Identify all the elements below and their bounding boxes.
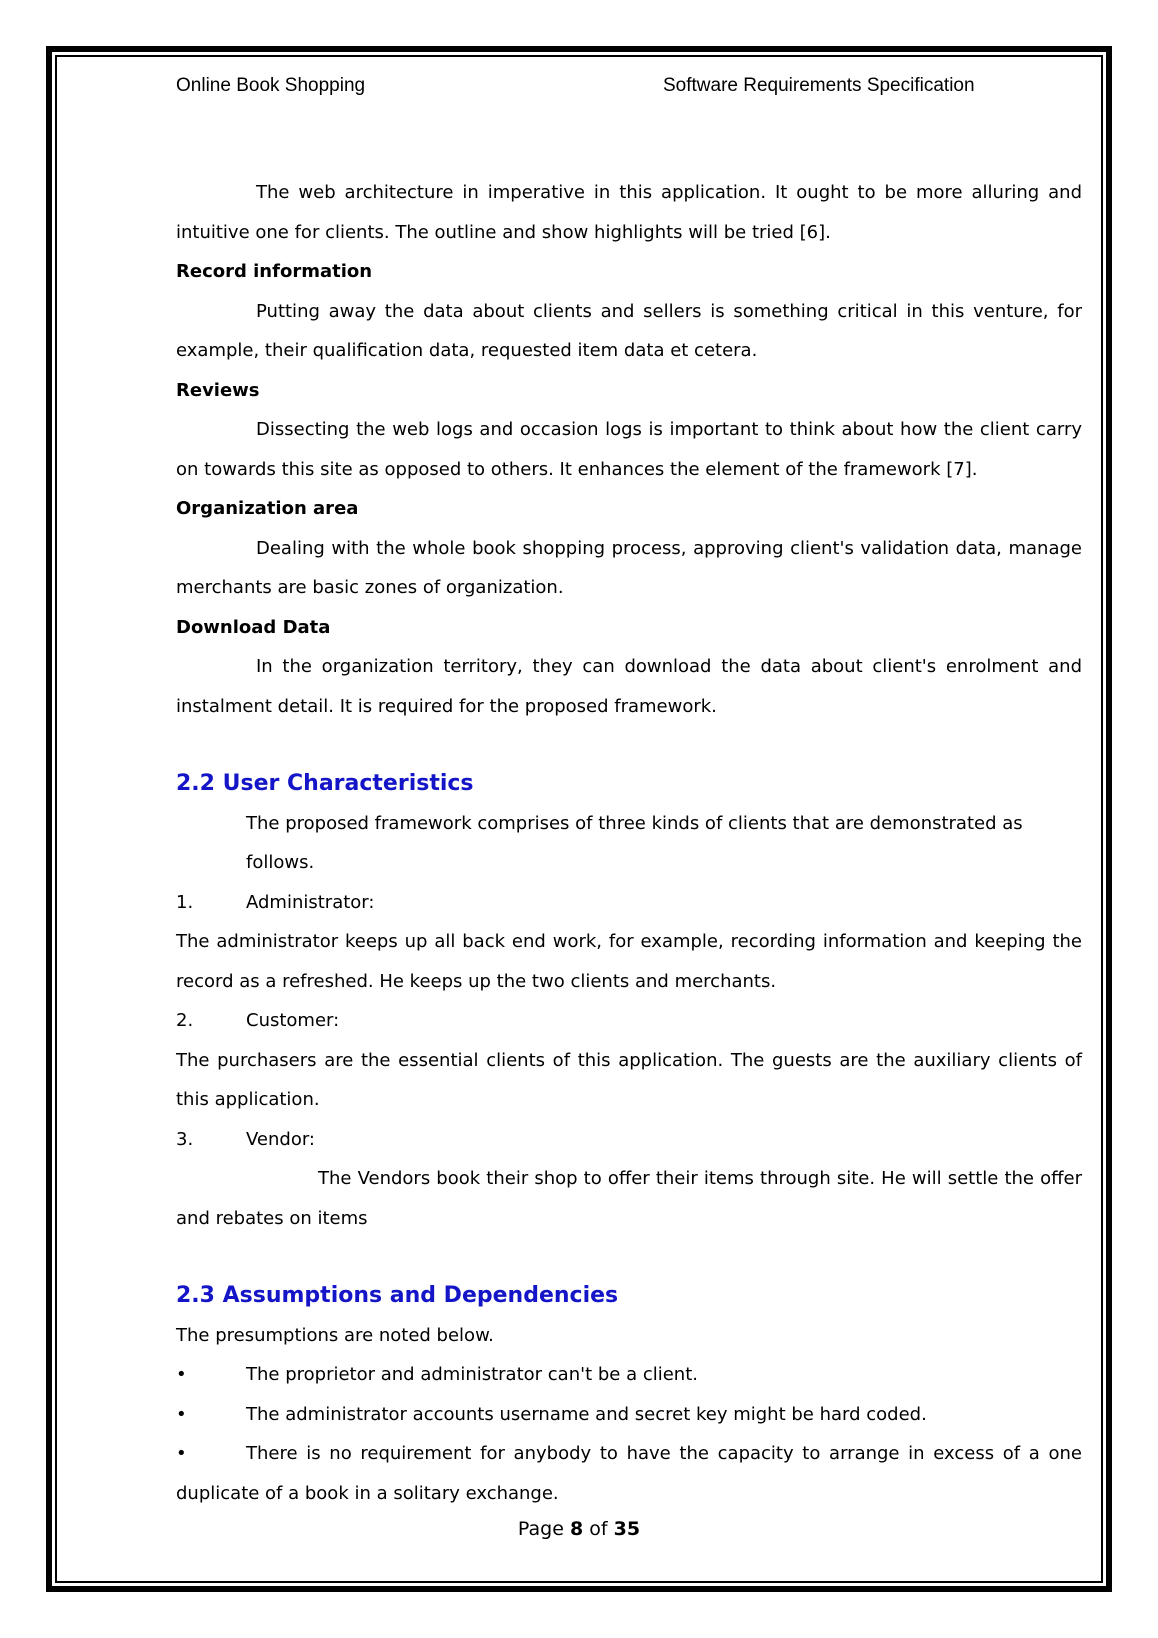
list-item-customer bbox=[176, 1001, 1082, 1041]
list-number: 3. bbox=[176, 1128, 194, 1150]
organization-area-heading: Organization area bbox=[176, 498, 359, 519]
download-data-heading: Download Data bbox=[176, 616, 331, 638]
list-label: Vendor: bbox=[246, 1128, 315, 1150]
bullet-text: The proprietor and administrator can't be a client. bbox=[246, 1364, 698, 1385]
vendor-description: The Vendors book their shop to offer their items through site. He will settle the offer and rebates on items bbox=[176, 1168, 1082, 1229]
list-label: Administrator: bbox=[246, 891, 375, 913]
web-architecture-paragraph: The web architecture in imperative in this application. It ought to be more alluring and intuitive one for clients. The outline and show highlights will be tried [6]. bbox=[176, 182, 1082, 243]
list-item bbox=[176, 1434, 1082, 1513]
list-number: 1. bbox=[176, 891, 194, 913]
bullet-icon: • bbox=[176, 1403, 187, 1425]
reviews-heading: Reviews bbox=[176, 379, 260, 401]
page-number: 8 bbox=[569, 1518, 584, 1540]
header-doc-title: Online Book Shopping bbox=[176, 75, 366, 96]
record-information-heading: Record information bbox=[176, 261, 373, 282]
user-characteristics-heading: 2.2 User Characteristics bbox=[176, 771, 474, 796]
list-number: 2. bbox=[176, 1010, 194, 1031]
bullet-icon: • bbox=[176, 1364, 187, 1385]
list-item-vendor bbox=[176, 1120, 1082, 1160]
bullet-icon: • bbox=[176, 1443, 187, 1464]
page-footer bbox=[0, 1518, 1158, 1540]
assumptions-intro: The presumptions are noted below. bbox=[176, 1324, 494, 1346]
bullet-text: There is no requirement for anybody to have the capacity to arrange in excess of a one duplicate of a book in a solitary exchange. bbox=[176, 1443, 1082, 1504]
organization-area-paragraph: Dealing with the whole book shopping process, approving client's validation data, manage merchants are basic zones of organization. bbox=[176, 537, 1082, 598]
list-item-administrator bbox=[176, 883, 1082, 923]
list-label: Customer: bbox=[246, 1010, 340, 1031]
bullet-text: The administrator accounts username and secret key might be hard coded. bbox=[246, 1403, 927, 1425]
administrator-description: The administrator keeps up all back end work, for example, recording information and keeping the record as a refreshed. He keeps up the two clients and merchants. bbox=[176, 931, 1082, 992]
customer-description: The purchasers are the essential clients of this application. The guests are the auxiliary clients of this application. bbox=[176, 1049, 1082, 1110]
page-word: Page bbox=[517, 1518, 564, 1540]
header-doc-type: Software Requirements Specification bbox=[663, 75, 975, 96]
reviews-paragraph: Dissecting the web logs and occasion logs is important to think about how the client carry on towards this site as opposed to others. It enhances the element of the framework [7]. bbox=[176, 419, 1082, 480]
record-information-paragraph: Putting away the data about clients and sellers is something critical in this venture, for example, their qualification data, requested item data et cetera. bbox=[176, 300, 1082, 361]
download-data-paragraph: In the organization territory, they can download the data about client's enrolment and instalment detail. It is required for the proposed framework. bbox=[176, 656, 1082, 717]
list-item bbox=[176, 1355, 1082, 1395]
assumptions-heading: 2.3 Assumptions and Dependencies bbox=[176, 1283, 619, 1308]
of-word: of bbox=[589, 1518, 608, 1540]
page-content bbox=[176, 173, 1082, 1513]
page-total: 35 bbox=[613, 1518, 641, 1540]
list-item bbox=[176, 1395, 1082, 1435]
user-characteristics-intro: The proposed framework comprises of three kinds of clients that are demonstrated as follows. bbox=[246, 812, 1023, 873]
